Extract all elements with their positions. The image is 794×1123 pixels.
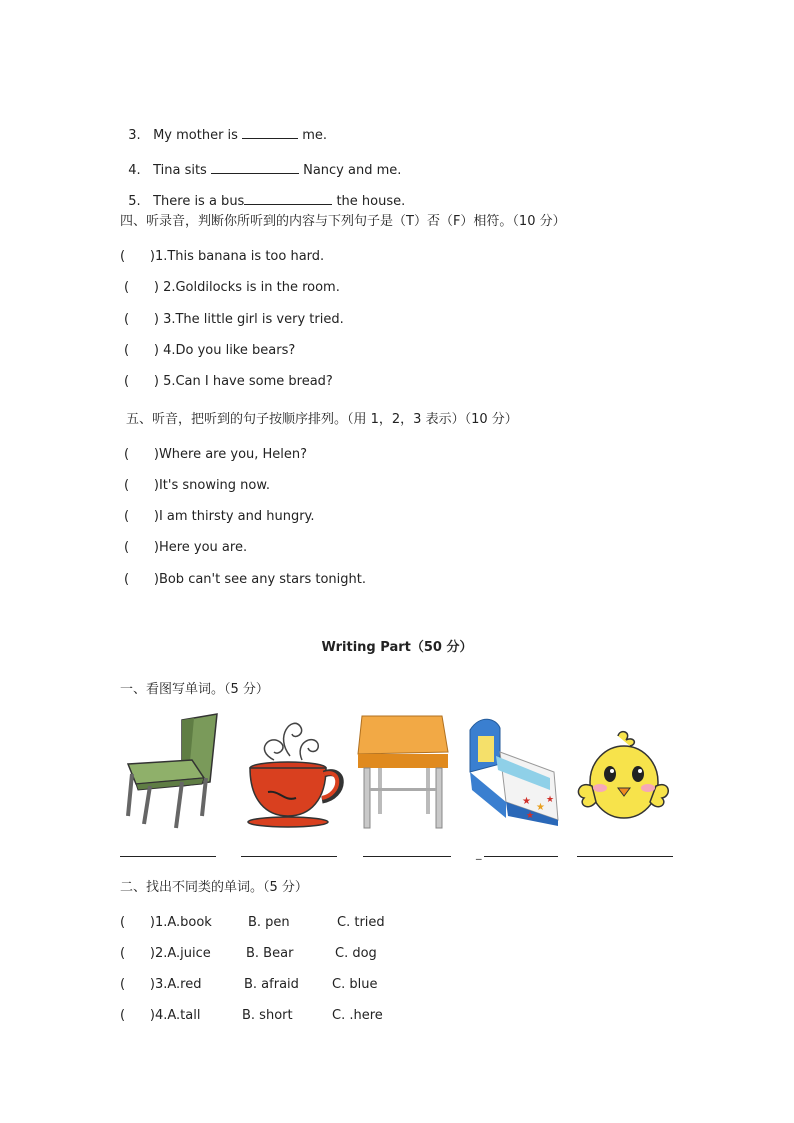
item-text: My mother is — [153, 128, 243, 143]
odd-item-3-c: C. blue — [332, 977, 378, 992]
section-4-title: 四、听录音，判断你所听到的内容与下列句子是（T）否（F）相符。（10 分） — [120, 214, 566, 229]
answer-blank[interactable] — [211, 161, 299, 174]
order-item-3: ( )I am thirsty and hungry. — [124, 509, 315, 524]
svg-text:★: ★ — [536, 802, 545, 813]
answer-line-1[interactable] — [120, 856, 216, 857]
item-number: 4. — [128, 163, 141, 178]
writing-1-title: 一、看图写单词。（5 分） — [120, 682, 269, 697]
fill-item-5 — [120, 176, 405, 210]
order-item-4: ( )Here you are. — [124, 540, 248, 555]
svg-text:★: ★ — [546, 795, 555, 805]
order-item-5: ( )Bob can't see any stars tonight. — [124, 572, 366, 587]
odd-item-1-a: ( )1.A.book — [120, 915, 212, 930]
item-text: There is a bus — [153, 194, 245, 209]
item-text: Nancy and me. — [298, 163, 402, 178]
chick-image — [574, 730, 672, 830]
order-item-2: ( )It's snowing now. — [124, 478, 270, 493]
svg-text:★: ★ — [526, 811, 535, 821]
answer-line-4[interactable] — [484, 856, 558, 857]
bed-image — [466, 712, 562, 830]
item-text: the house. — [332, 194, 406, 209]
judge-item-1: ( )1.This banana is too hard. — [120, 249, 325, 264]
odd-item-2-b: B. Bear — [246, 946, 294, 961]
answer-line-3[interactable] — [363, 856, 451, 857]
answer-line-2[interactable] — [241, 856, 337, 857]
odd-item-1-b: B. pen — [248, 915, 290, 930]
order-item-1: ( )Where are you, Helen? — [124, 447, 308, 462]
odd-item-4-c: C. .here — [332, 1008, 383, 1023]
fill-item-4 — [120, 145, 401, 179]
svg-text:★: ★ — [522, 796, 531, 807]
section-5-title: 五、听音，把听到的句子按顺序排列。（用 1，2，3 表示）（10 分） — [126, 412, 518, 427]
answer-line-5[interactable] — [577, 856, 673, 857]
odd-item-4-a: ( )4.A.tall — [120, 1008, 201, 1023]
item-number: 5. — [128, 194, 141, 209]
table-image — [356, 712, 452, 830]
item-number: 3. — [128, 128, 141, 143]
answer-blank[interactable] — [242, 126, 298, 139]
judge-item-3: ( ) 3.The little girl is very tried. — [124, 312, 344, 327]
odd-item-3-a: ( )3.A.red — [120, 977, 202, 992]
item-text: me. — [298, 128, 328, 143]
odd-item-1-c: C. tried — [337, 915, 385, 930]
answer-mark: _ — [476, 847, 482, 860]
judge-item-4: ( ) 4.Do you like bears? — [124, 343, 296, 358]
chair-image — [122, 712, 222, 830]
writing-part-title: Writing Part（50 分） — [321, 640, 473, 655]
judge-item-2: ( ) 2.Goldilocks is in the room. — [124, 280, 340, 295]
writing-2-title: 二、找出不同类的单词。（5 分） — [120, 880, 308, 895]
fill-item-3 — [120, 110, 327, 144]
odd-item-2-c: C. dog — [335, 946, 377, 961]
answer-blank[interactable] — [244, 192, 332, 205]
odd-item-2-a: ( )2.A.juice — [120, 946, 211, 961]
judge-item-5: ( ) 5.Can I have some bread? — [124, 374, 333, 389]
cup-image — [244, 712, 348, 830]
item-text: Tina sits — [153, 163, 211, 178]
odd-item-3-b: B. afraid — [244, 977, 299, 992]
odd-item-4-b: B. short — [242, 1008, 293, 1023]
